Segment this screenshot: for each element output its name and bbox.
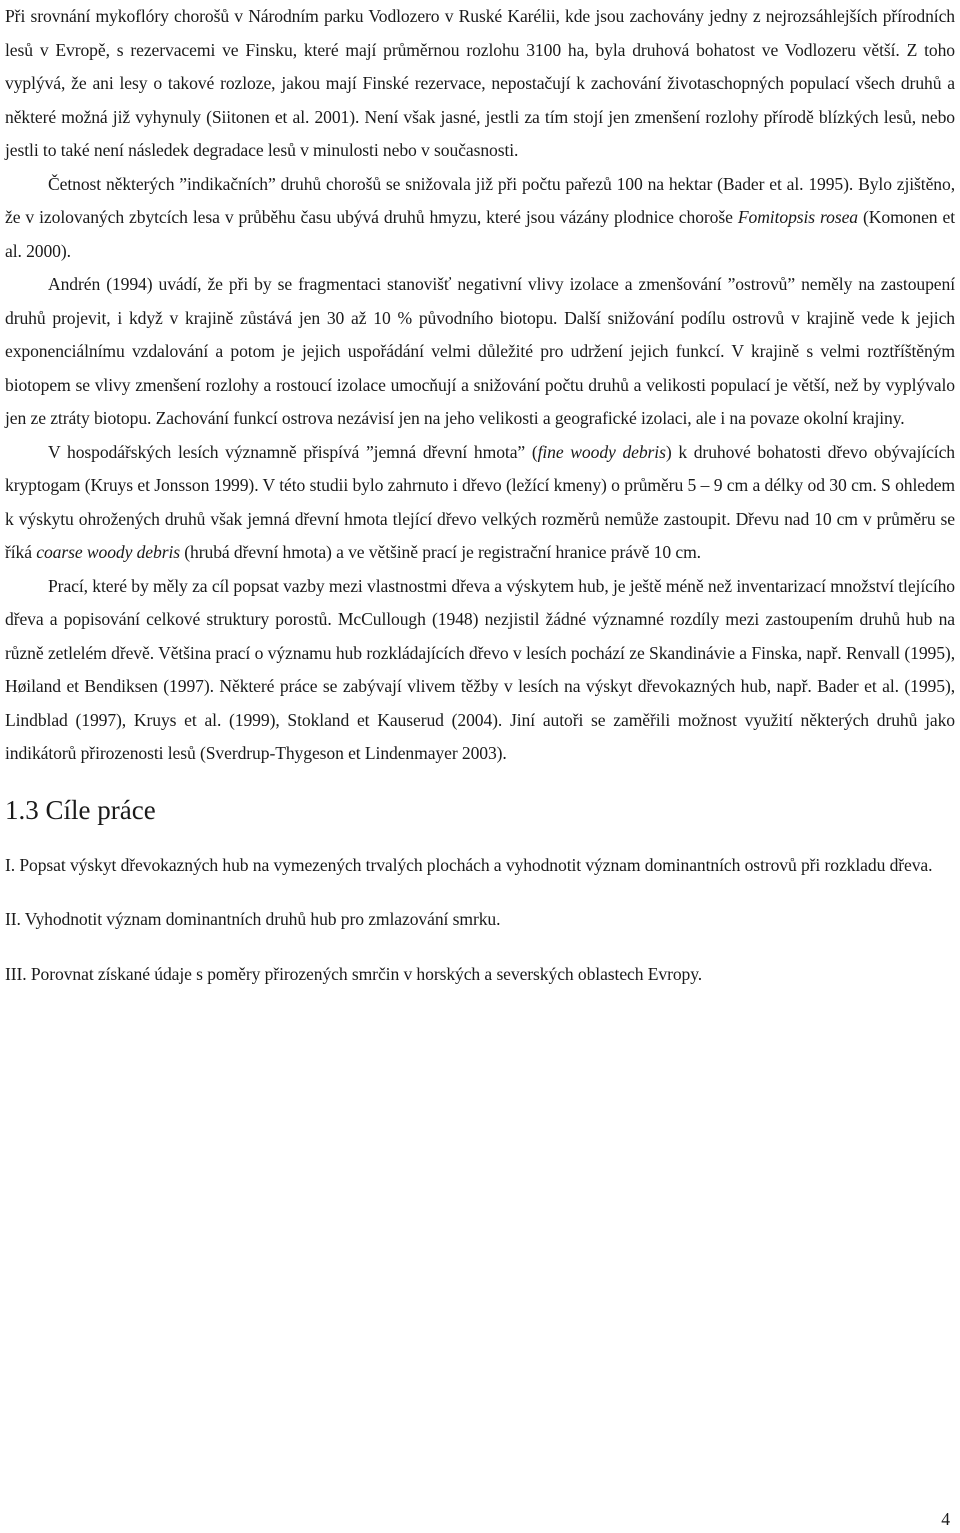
section-heading: 1.3 Cíle práce (5, 794, 156, 825)
paragraph-2-citation: (Komonen et al. 2000). (5, 207, 955, 261)
paragraph-2-text: Četnost některých ”indikačních” druhů chorošů se snižovala již při počtu pařezů 100 na hektar (Bader et al. 1995). Bylo zjištěno, že v izolovaných zbytcích lesa v průběhu času ubývá druhů hmyzu, které jsou vázány plodnice choroše (5, 173, 955, 227)
goal-item-2: II. Vyhodnotit význam dominantních druhů hub pro zmlazování smrku. (5, 909, 501, 929)
paragraph-4-part-1: V hospodářských lesích významně přispívá ”jemná dřevní hmota” ( (48, 441, 538, 462)
species-name-fomitopsis: Fomitopsis rosea (737, 207, 859, 227)
paragraph-indicator-species (5, 168, 955, 269)
paragraph-fragmentation: Andrén (1994) uvádí, že při by se fragmentaci stanovišť negativní vlivy izolace a zmenšování ”ostrovů” neměly na zastoupení druhů projevit, i když v krajině zůstává jen 30 až 10 % původního biotopu. Další snižování podílu ostrovů v krajině vede k jejich exponenciálnímu vzdalování a potom je jejich uspořádání velmi důležité pro udržení jejich funkcí. V krajině s velmi roztříštěným biotopem se vlivy zmenšení rozlohy a rostoucí izolace umocňují a snižování počtu druhů a velikosti populací je větší, než by vyplývalo jen ze ztráty biotopu. Zachování funkcí ostrova nezávisí jen na jeho velikosti a geografické izolaci, ale i na povaze okolní krajiny. (5, 274, 955, 428)
paragraph-vodlozero: Při srovnání mykoflóry chorošů v Národním parku Vodlozero v Ruské Karélii, kde jsou zachovány jedny z nejrozsáhlejších přírodních lesů v Evropě, s rezervacemi ve Finsku, které mají průměrnou rozlohu 3100 ha, byla druhová bohatost ve Vodlozeru větší. Z toho vyplývá, že ani lesy o takové rozloze, jakou mají Finské rezervace, nepostačují k zachování životaschopných populací všech druhů a některé možná již vyhynuly (Siitonen et al. 2001). Není však jasné, jestli za tím stojí jen zmenšení rozlohy přírodě blízkých lesů, nebo jestli to také není následek degradace lesů v minulosti nebo v současnosti. (5, 6, 955, 160)
goal-item-3: III. Porovnat získané údaje s poměry přirozených smrčin v horských a severských oblastech Evropy. (5, 963, 703, 984)
document-page (5, 0, 955, 991)
term-fine-woody-debris: fine woody debris (537, 441, 666, 462)
page-number: 4 (941, 1509, 950, 1529)
paragraph-literature-review: Prací, které by měly za cíl popsat vazby mezi vlastnostmi dřeva a výskytem hub, je ještě méně než inventarizací množství tlejícího dřeva a popisování celkové struktury porostů. McCullough (1948) nezjistil žádné významné rozdíly mezi zastoupením druhů hub na různě zetlelém dřevě. Většina prací o významu hub rozkládajících dřevo v lesích pochází ze Skandinávie a Finska, např. Renvall (1995), Høiland et Bendiksen (1997). Některé práce se zabývají vlivem těžby v lesích na výskyt dřevokazných hub, např. Bader et al. (1995), Lindblad (1997), Kruys et al. (1999), Stokland et Kauserud (2004). Jiní autoři se zaměřili možnost využití některých druhů jako indikátorů přirozenosti lesů (Sverdrup-Thygeson et Lindenmayer 2003). (5, 575, 955, 763)
term-coarse-woody-debris: coarse woody debris (36, 542, 180, 562)
paragraph-4-part-2: ) k druhové bohatosti dřevo obývajících kryptogam (Kruys et Jonsson 1999). V této studii bylo zahrnuto i dřevo (ležící kmeny) o průměru 5 – 9 cm a délky od 30 cm. S ohledem k výskytu ohrožených druhů však jemná dřevní hmota tlející dřevo velkých rozměrů nemůže zastoupit. Dřevu nad 10 cm v průměru se říká (5, 441, 955, 562)
paragraph-woody-debris (5, 436, 955, 570)
paragraph-4-part-3: (hrubá dřevní hmota) a ve většině prací je registrační hranice právě 10 cm. (180, 542, 701, 562)
goal-item-1: I. Popsat výskyt dřevokazných hub na vymezených trvalých plochách a vyhodnotit význam dominantních ostrovů při rozkladu dřeva. (5, 854, 933, 875)
